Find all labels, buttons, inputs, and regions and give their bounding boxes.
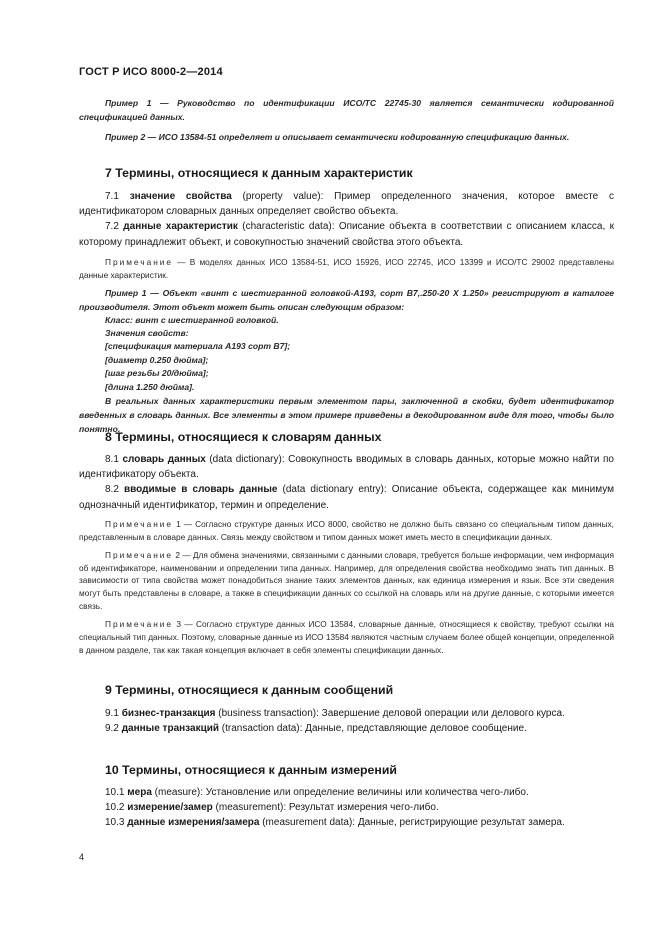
example-7-outro: В реальных данных характеристики первым элементом пары, заключенной в скобки, будет идентификатор введенных в словарь данных. Все элементы в этом примере приведены в декодированном виде для того, чтобы было понятно.	[79, 396, 614, 435]
section-9-body	[79, 706, 614, 736]
top-examples	[79, 96, 614, 144]
example-1: Пример 1 — Руководство по идентификации ИСО/ТС 22745-30 является семантически кодированной спецификацией данных.	[79, 98, 614, 122]
example-line: Класс: винт с шестигранной головкой.	[105, 314, 279, 325]
note-label: Примечание	[105, 549, 174, 560]
note-label: Примечание	[105, 619, 174, 630]
para-9-1	[79, 706, 614, 721]
note-8-3	[79, 618, 614, 657]
para-10-3	[79, 815, 614, 830]
term: измерение/замер	[127, 802, 213, 814]
document-header: ГОСТ Р ИСО 8000-2—2014	[79, 66, 223, 78]
note-7	[79, 256, 614, 282]
para-number: 10.2	[105, 802, 125, 814]
note-text: 1 — Согласно структуре данных ИСО 8000, свойство не должно быть связано со специальным типом данных, представленным в словаре данных. Связь между свойством и типом данных может иметь место в спецификации данных.	[79, 518, 614, 542]
term: мера	[127, 787, 152, 798]
definition: (data dictionary entry): Описание объекта, содержащее как минимум однозначный идентификатор, термин и определение.	[79, 484, 614, 511]
term: данные транзакций	[121, 723, 220, 735]
para-9-2	[79, 721, 614, 736]
section-8-body	[79, 452, 614, 657]
section-10-title: 10 Термины, относящиеся к данным измерений	[105, 763, 397, 777]
para-number: 8.2	[105, 484, 119, 496]
para-7-2	[79, 219, 614, 249]
note-8-2	[79, 549, 614, 614]
definition: (transaction data): Данные, представляющие деловое сообщение.	[219, 723, 527, 735]
para-10-1	[79, 785, 614, 800]
note-text: — В моделях данных ИСО 13584-51, ИСО 15926, ИСО 22745, ИСО 13399 и ИСО/ТС 29002 представлены данные характеристик.	[79, 256, 614, 280]
example-line: Значения свойств:	[105, 328, 189, 339]
para-number: 10.1	[105, 787, 125, 798]
term: данные измерения/замера	[127, 817, 260, 829]
note-label: Примечание	[105, 518, 174, 529]
section-7-title: 7 Термины, относящиеся к данным характеристик	[105, 166, 413, 180]
definition: (measurement): Результат измерения чего-либо.	[212, 802, 439, 814]
note-text: 2 — Для обмена значениями, связанными с данными словаря, требуется больше информации, чем информация об идентификаторе, наименовании и определении типа данных. Например, для определения свойства необходимо знать тип данных. В зависимости от типа свойства может понадобиться знание таких элементов данных, как единица измерения и язык. Все эти сведения могут быть представлены в словаре, а также в спецификации данных со ссылкой на словарь или на другие данные, с которыми имеется связь.	[79, 549, 614, 612]
example-line: [спецификация материала А193 сорт В7];	[105, 341, 291, 352]
section-9-title: 9 Термины, относящиеся к данным сообщений	[105, 683, 394, 697]
para-10-2	[79, 800, 614, 815]
para-8-2	[79, 482, 614, 512]
page-number: 4	[79, 852, 85, 862]
note-text: 3 — Согласно структуре данных ИСО 13584, словарные данные, относящиеся к свойству, требуют ссылки на специальный тип данных. Поэтому, словарные данные из ИСО 13584 являются частным случаем более общей концепции, определенной в данном разделе, так как такая концепция включает в себя элементы спецификации данных.	[79, 619, 614, 655]
definition: (property value): Пример определенного значения, которое вместе с идентификатором словарных данных определяет свойство объекта.	[79, 191, 615, 218]
term: вводимые в словарь данные	[124, 484, 278, 496]
example-2: Пример 2 — ИСО 13584-51 определяет и описывает семантически кодированную спецификацию данных.	[105, 132, 570, 142]
para-number: 9.2	[105, 723, 119, 735]
section-7-body	[79, 189, 614, 436]
para-number: 9.1	[105, 708, 119, 719]
term: значение свойства	[129, 191, 232, 202]
para-number: 8.1	[105, 454, 119, 465]
definition: (business transaction): Завершение деловой операции или делового курса.	[215, 708, 565, 719]
term: бизнес-транзакция	[121, 708, 216, 719]
para-8-1	[79, 452, 614, 482]
example-line: [диаметр 0.250 дюйма];	[105, 354, 209, 365]
definition: (characteristic data): Описание объекта в соответствии с описанием класса, к которому принадлежит объект, и совокупностью значений свойства этого объекта.	[79, 221, 614, 248]
definition: (data dictionary): Совокупность вводимых в словарь данных, которые можно найти по идентификатору объекта.	[79, 454, 614, 481]
section-10-body	[79, 785, 614, 831]
section-8-title: 8 Термины, относящиеся к словарям данных	[105, 430, 382, 444]
definition: (measure): Установление или определение величины или количества чего-либо.	[151, 787, 529, 798]
para-number: 7.2	[105, 221, 119, 233]
para-number: 7.1	[105, 191, 119, 202]
para-7-1	[79, 189, 614, 219]
example-line: [длина 1.250 дюйма].	[105, 381, 195, 392]
definition: (measurement data): Данные, регистрирующие результат замера.	[259, 817, 565, 829]
note-label: Примечание	[105, 256, 174, 267]
term: данные характеристик	[123, 221, 238, 233]
example-line: [шаг резьбы 20/дюйма];	[105, 368, 209, 379]
para-number: 10.3	[105, 817, 125, 829]
term: словарь данных	[122, 454, 206, 465]
example-7-intro: Пример 1 — Объект «винт с шестигранной головкой-А193, сорт В7,.250-20 Х 1.250» регистрируют в каталоге производителя. Этот объект может быть описан следующим образом:	[79, 287, 614, 312]
note-8-1	[79, 518, 614, 544]
